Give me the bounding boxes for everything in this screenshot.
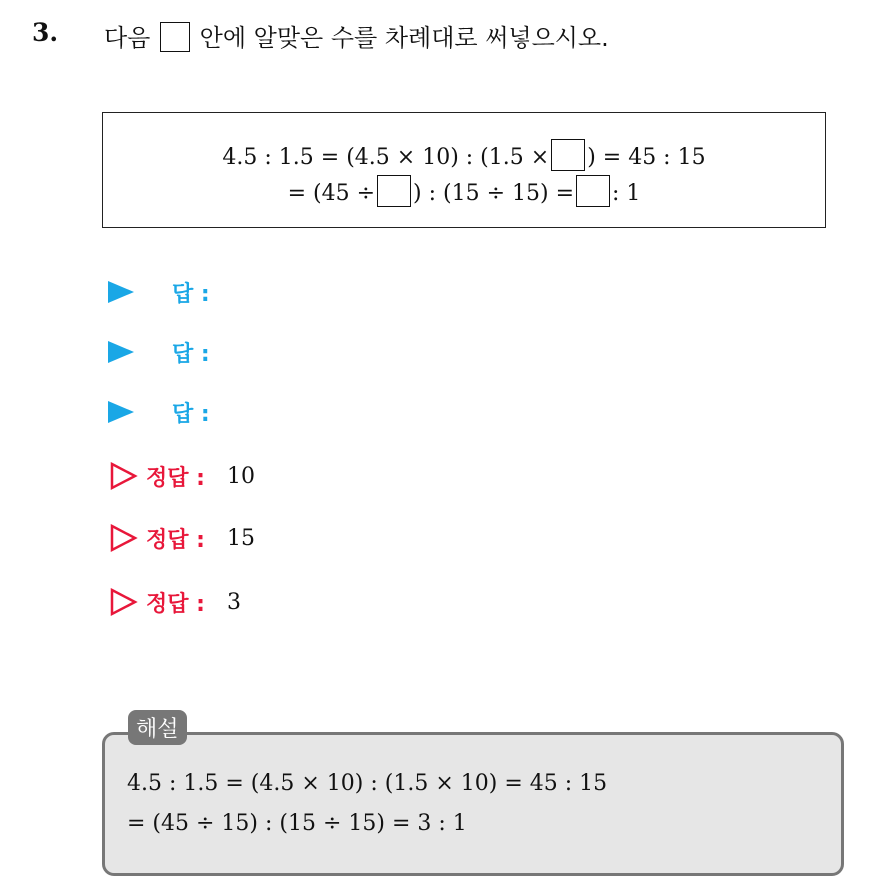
solution-tag: 해설 bbox=[128, 710, 187, 745]
outline-triangle-icon bbox=[108, 523, 138, 553]
correct-row-2 bbox=[108, 518, 255, 558]
eq2-part-b: ) : (15 ÷ 15) = bbox=[413, 181, 574, 206]
question-text bbox=[104, 18, 609, 53]
correct-answer-value: 10 bbox=[226, 463, 255, 489]
answer-row-1 bbox=[108, 272, 210, 312]
correct-label: 정답 : bbox=[146, 591, 205, 617]
solution-line-2: = (45 ÷ 15) : (15 ÷ 15) = 3 : 1 bbox=[127, 811, 467, 836]
outline-triangle-icon bbox=[108, 461, 138, 491]
answer-row-2 bbox=[108, 332, 210, 372]
blank-box-3 bbox=[576, 175, 610, 207]
solution-line-1: 4.5 : 1.5 = (4.5 × 10) : (1.5 × 10) = 45 : 15 bbox=[127, 771, 608, 796]
blank-box-1 bbox=[551, 139, 585, 171]
blank-box-2 bbox=[377, 175, 411, 207]
answer-row-3 bbox=[108, 392, 210, 432]
equation-line-1 bbox=[103, 139, 825, 171]
eq1-part-b: ) = 45 : 15 bbox=[587, 145, 706, 170]
question-text-before: 다음 bbox=[104, 24, 151, 52]
correct-row-3 bbox=[108, 582, 241, 622]
question-text-after: 안에 알맞은 수를 차례대로 써넣으시오. bbox=[199, 24, 609, 52]
eq2-part-a: = (45 ÷ bbox=[287, 181, 376, 206]
correct-label: 정답 : bbox=[146, 465, 205, 491]
eq1-part-a: 4.5 : 1.5 = (4.5 × 10) : (1.5 × bbox=[222, 145, 550, 170]
question-number: 3. bbox=[32, 18, 59, 47]
correct-label: 정답 : bbox=[146, 527, 205, 553]
answer-label: 답 : bbox=[172, 341, 210, 367]
play-triangle-icon bbox=[108, 401, 134, 423]
problem-box bbox=[102, 112, 826, 228]
play-triangle-icon bbox=[108, 341, 134, 363]
outline-triangle-icon bbox=[108, 587, 138, 617]
solution-box bbox=[102, 732, 844, 876]
play-triangle-icon bbox=[108, 281, 134, 303]
answer-label: 답 : bbox=[172, 281, 210, 307]
answer-label: 답 : bbox=[172, 401, 210, 427]
correct-row-1 bbox=[108, 456, 255, 496]
correct-answer-value: 3 bbox=[226, 589, 241, 615]
correct-answer-value: 15 bbox=[226, 525, 255, 551]
equation-line-2 bbox=[103, 175, 825, 207]
eq2-part-c: : 1 bbox=[612, 181, 641, 206]
blank-box-icon bbox=[160, 22, 190, 52]
